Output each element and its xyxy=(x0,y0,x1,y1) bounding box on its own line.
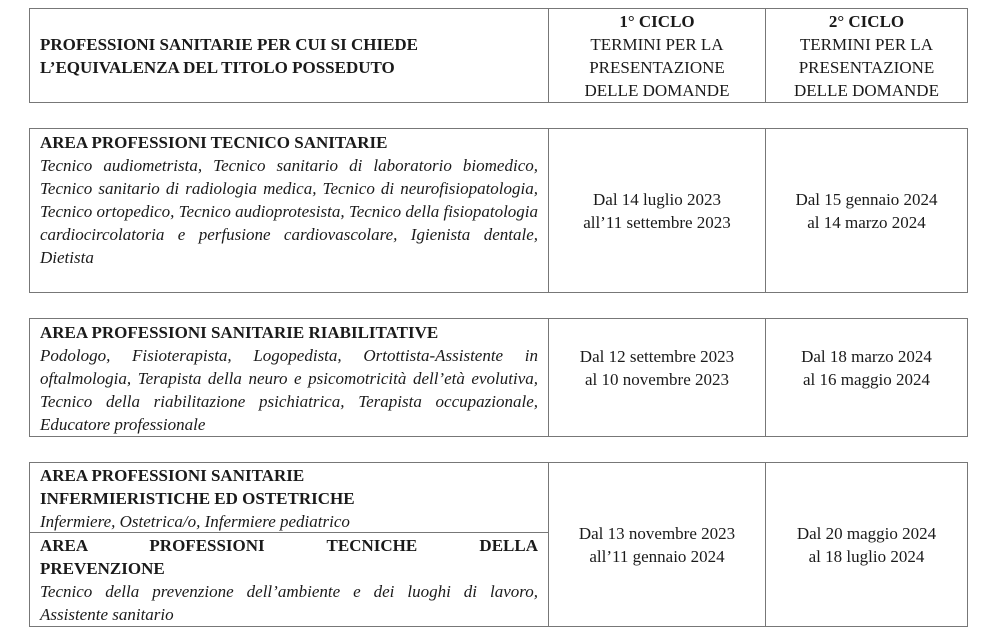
table-row xyxy=(29,462,968,627)
header-line: PROFESSIONI SANITARIE PER CUI SI CHIEDE xyxy=(40,34,419,54)
area-title: AREA PROFESSIONI TECNICO SANITARIE xyxy=(40,133,388,152)
cycle2-dates xyxy=(766,129,967,292)
cycle1-line: TERMINI PER LA xyxy=(590,34,724,54)
area-title: PREVENZIONE xyxy=(40,559,165,578)
cycle1-dates xyxy=(549,319,766,436)
date-from: Dal 18 marzo 2024 xyxy=(801,347,932,366)
header-cycle1 xyxy=(549,9,766,102)
header-cycle2 xyxy=(766,9,967,102)
date-from: Dal 15 gennaio 2024 xyxy=(795,189,938,209)
area-title: AREA PROFESSIONI TECNICHE DELLA xyxy=(40,536,538,555)
area-title: AREA PROFESSIONI SANITARIE RIABILITATIVE xyxy=(40,323,439,342)
area-professions: Tecnico audiometrista, Tecnico sanitario di laboratorio biomedico, Tecnico sanitario di radiologia medica, Tecnico di neurofisiopatologia, Tecnico ortopedico, Tecnico audioprotesista, Tecnico della fisiopatologia cardiocircolatoria e perfusione cardiovascolare, Igienista dentale, Dietista xyxy=(40,156,539,267)
area-professions: Infermiere, Ostetrica/o, Infermiere pediatrico xyxy=(40,512,350,531)
table-row xyxy=(29,128,968,293)
date-to: al 16 maggio 2024 xyxy=(802,370,930,389)
date-from: Dal 12 settembre 2023 xyxy=(579,347,735,366)
date-to: all’11 settembre 2023 xyxy=(583,212,731,232)
cycle1-line: PRESENTAZIONE xyxy=(589,57,725,77)
table-row xyxy=(29,318,968,437)
date-from: Dal 13 novembre 2023 xyxy=(578,523,736,543)
area-title: INFERMIERISTICHE ED OSTETRICHE xyxy=(40,489,355,508)
date-to: al 10 novembre 2023 xyxy=(585,370,729,389)
date-from: Dal 20 maggio 2024 xyxy=(796,523,937,543)
header-table xyxy=(29,8,968,103)
date-to: al 18 luglio 2024 xyxy=(808,546,925,566)
cycle2-title: 2° CICLO xyxy=(828,11,905,31)
date-from: Dal 14 luglio 2023 xyxy=(593,189,721,209)
cycle1-title: 1° CICLO xyxy=(619,11,695,31)
area-title: AREA PROFESSIONI SANITARIE xyxy=(40,466,305,485)
cycle2-line: TERMINI PER LA xyxy=(799,34,934,54)
cycle2-dates xyxy=(766,319,967,436)
header-line: L’EQUIVALENZA DEL TITOLO POSSEDUTO xyxy=(40,57,395,77)
date-to: all’11 gennaio 2024 xyxy=(589,546,725,566)
cycle1-dates xyxy=(549,463,766,626)
area-professions: Podologo, Fisioterapista, Logopedista, Ortottista-Assistente in oftalmologia, Terapista della neuro e psicomotricità dell’età evolutiva, Tecnico della riabilitazione psichiatrica, Terapista occupazionale, Educatore professionale xyxy=(40,346,538,434)
area-professions: Tecnico della prevenzione dell’ambiente e dei luoghi di lavoro, Assistente sanitario xyxy=(40,582,538,624)
cycle2-line: DELLE DOMANDE xyxy=(794,80,939,100)
cycle2-dates xyxy=(766,463,967,626)
cycle1-dates xyxy=(549,129,766,292)
date-to: al 14 marzo 2024 xyxy=(807,212,926,232)
header-professions xyxy=(30,9,549,102)
cycle2-line: PRESENTAZIONE xyxy=(798,57,935,77)
cycle1-line: DELLE DOMANDE xyxy=(584,80,730,100)
